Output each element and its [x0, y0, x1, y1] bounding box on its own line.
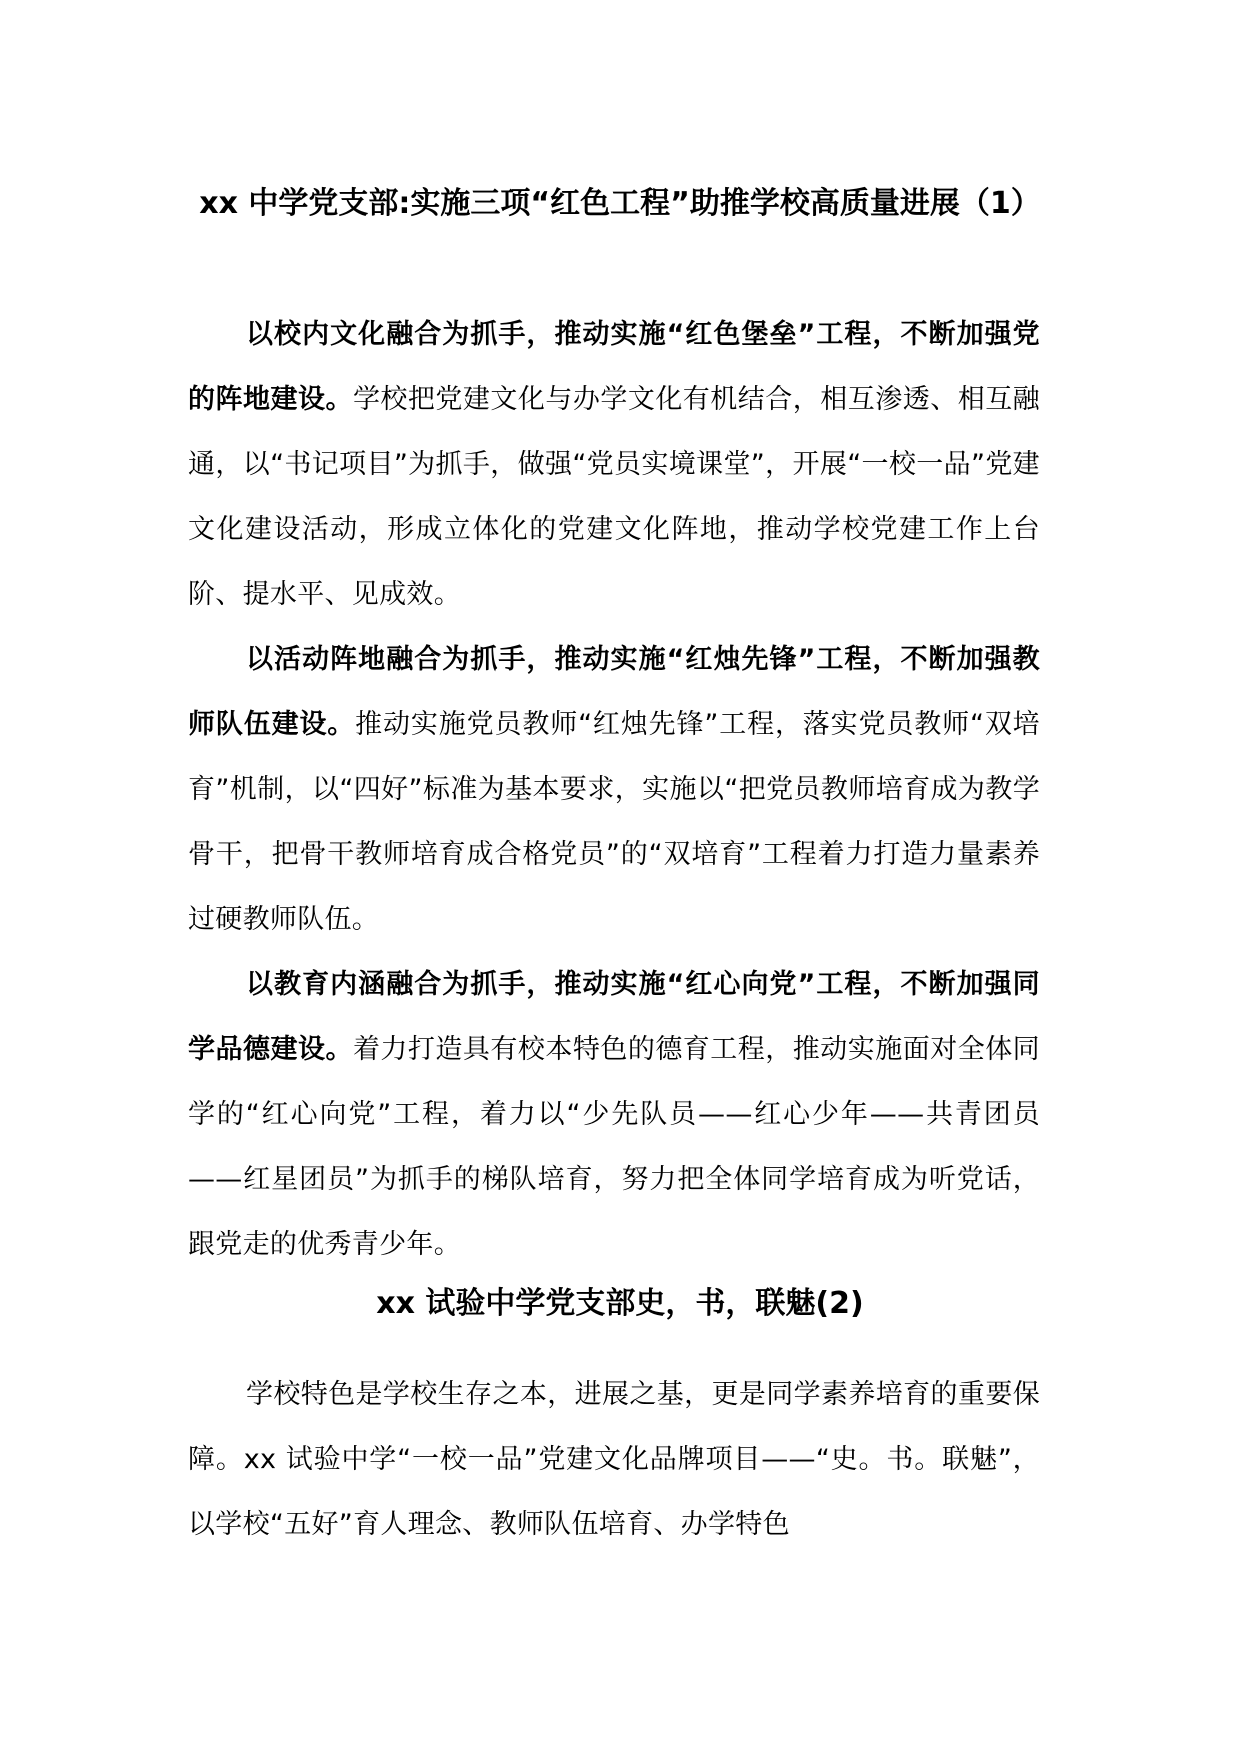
- paragraph-red-heart: [188, 952, 1040, 1277]
- document-title-2: xx 试验中学党支部史，书，联魅(2): [376, 1286, 864, 1321]
- paragraph-lead: 以教育内涵融合为抓手，推动实施“红心向党”工程，不断加强同学品德建设。: [188, 969, 1040, 1065]
- paragraph-red-candle-pioneer: [188, 627, 1040, 952]
- paragraph-school-feature: 学校特色是学校生存之本，进展之基，更是同学素养培育的重要保障。xx 试验中学“一校一品”党建文化品牌项目——“史。书。联魅”，以学校“五好”育人理念、教师队伍培育、办学特色: [188, 1379, 1040, 1540]
- paragraph-red-fortress: [188, 302, 1040, 627]
- paragraph-body: 着力打造具有校本特色的德育工程，推动实施面对全体同学的“红心向党”工程，着力以“少先队员——红心少年——共青团员——红星团员”为抓手的梯队培育，努力把全体同学培育成为听党话，跟党走的优秀青少年。: [188, 1034, 1040, 1260]
- document-title-1: xx 中学党支部:实施三项“红色工程”助推学校高质量进展（1）: [199, 186, 1041, 221]
- paragraph-body: 学校把党建文化与办学文化有机结合，相互渗透、相互融通，以“书记项目”为抓手，做强“党员实境课堂”，开展“一校一品”党建文化建设活动，形成立体化的党建文化阵地，推动学校党建工作上台阶、提水平、见成效。: [188, 384, 1040, 610]
- paragraph-body: 推动实施党员教师“红烛先锋”工程，落实党员教师“双培育”机制，以“四好”标准为基本要求，实施以“把党员教师培育成为教学骨干，把骨干教师培育成合格党员”的“双培育”工程着力打造力量素养过硬教师队伍。: [188, 709, 1040, 935]
- paragraph-lead: 以活动阵地融合为抓手，推动实施“红烛先锋”工程，不断加强教师队伍建设。: [188, 644, 1040, 740]
- paragraph-lead: 以校内文化融合为抓手，推动实施“红色堡垒”工程，不断加强党的阵地建设。: [188, 319, 1040, 415]
